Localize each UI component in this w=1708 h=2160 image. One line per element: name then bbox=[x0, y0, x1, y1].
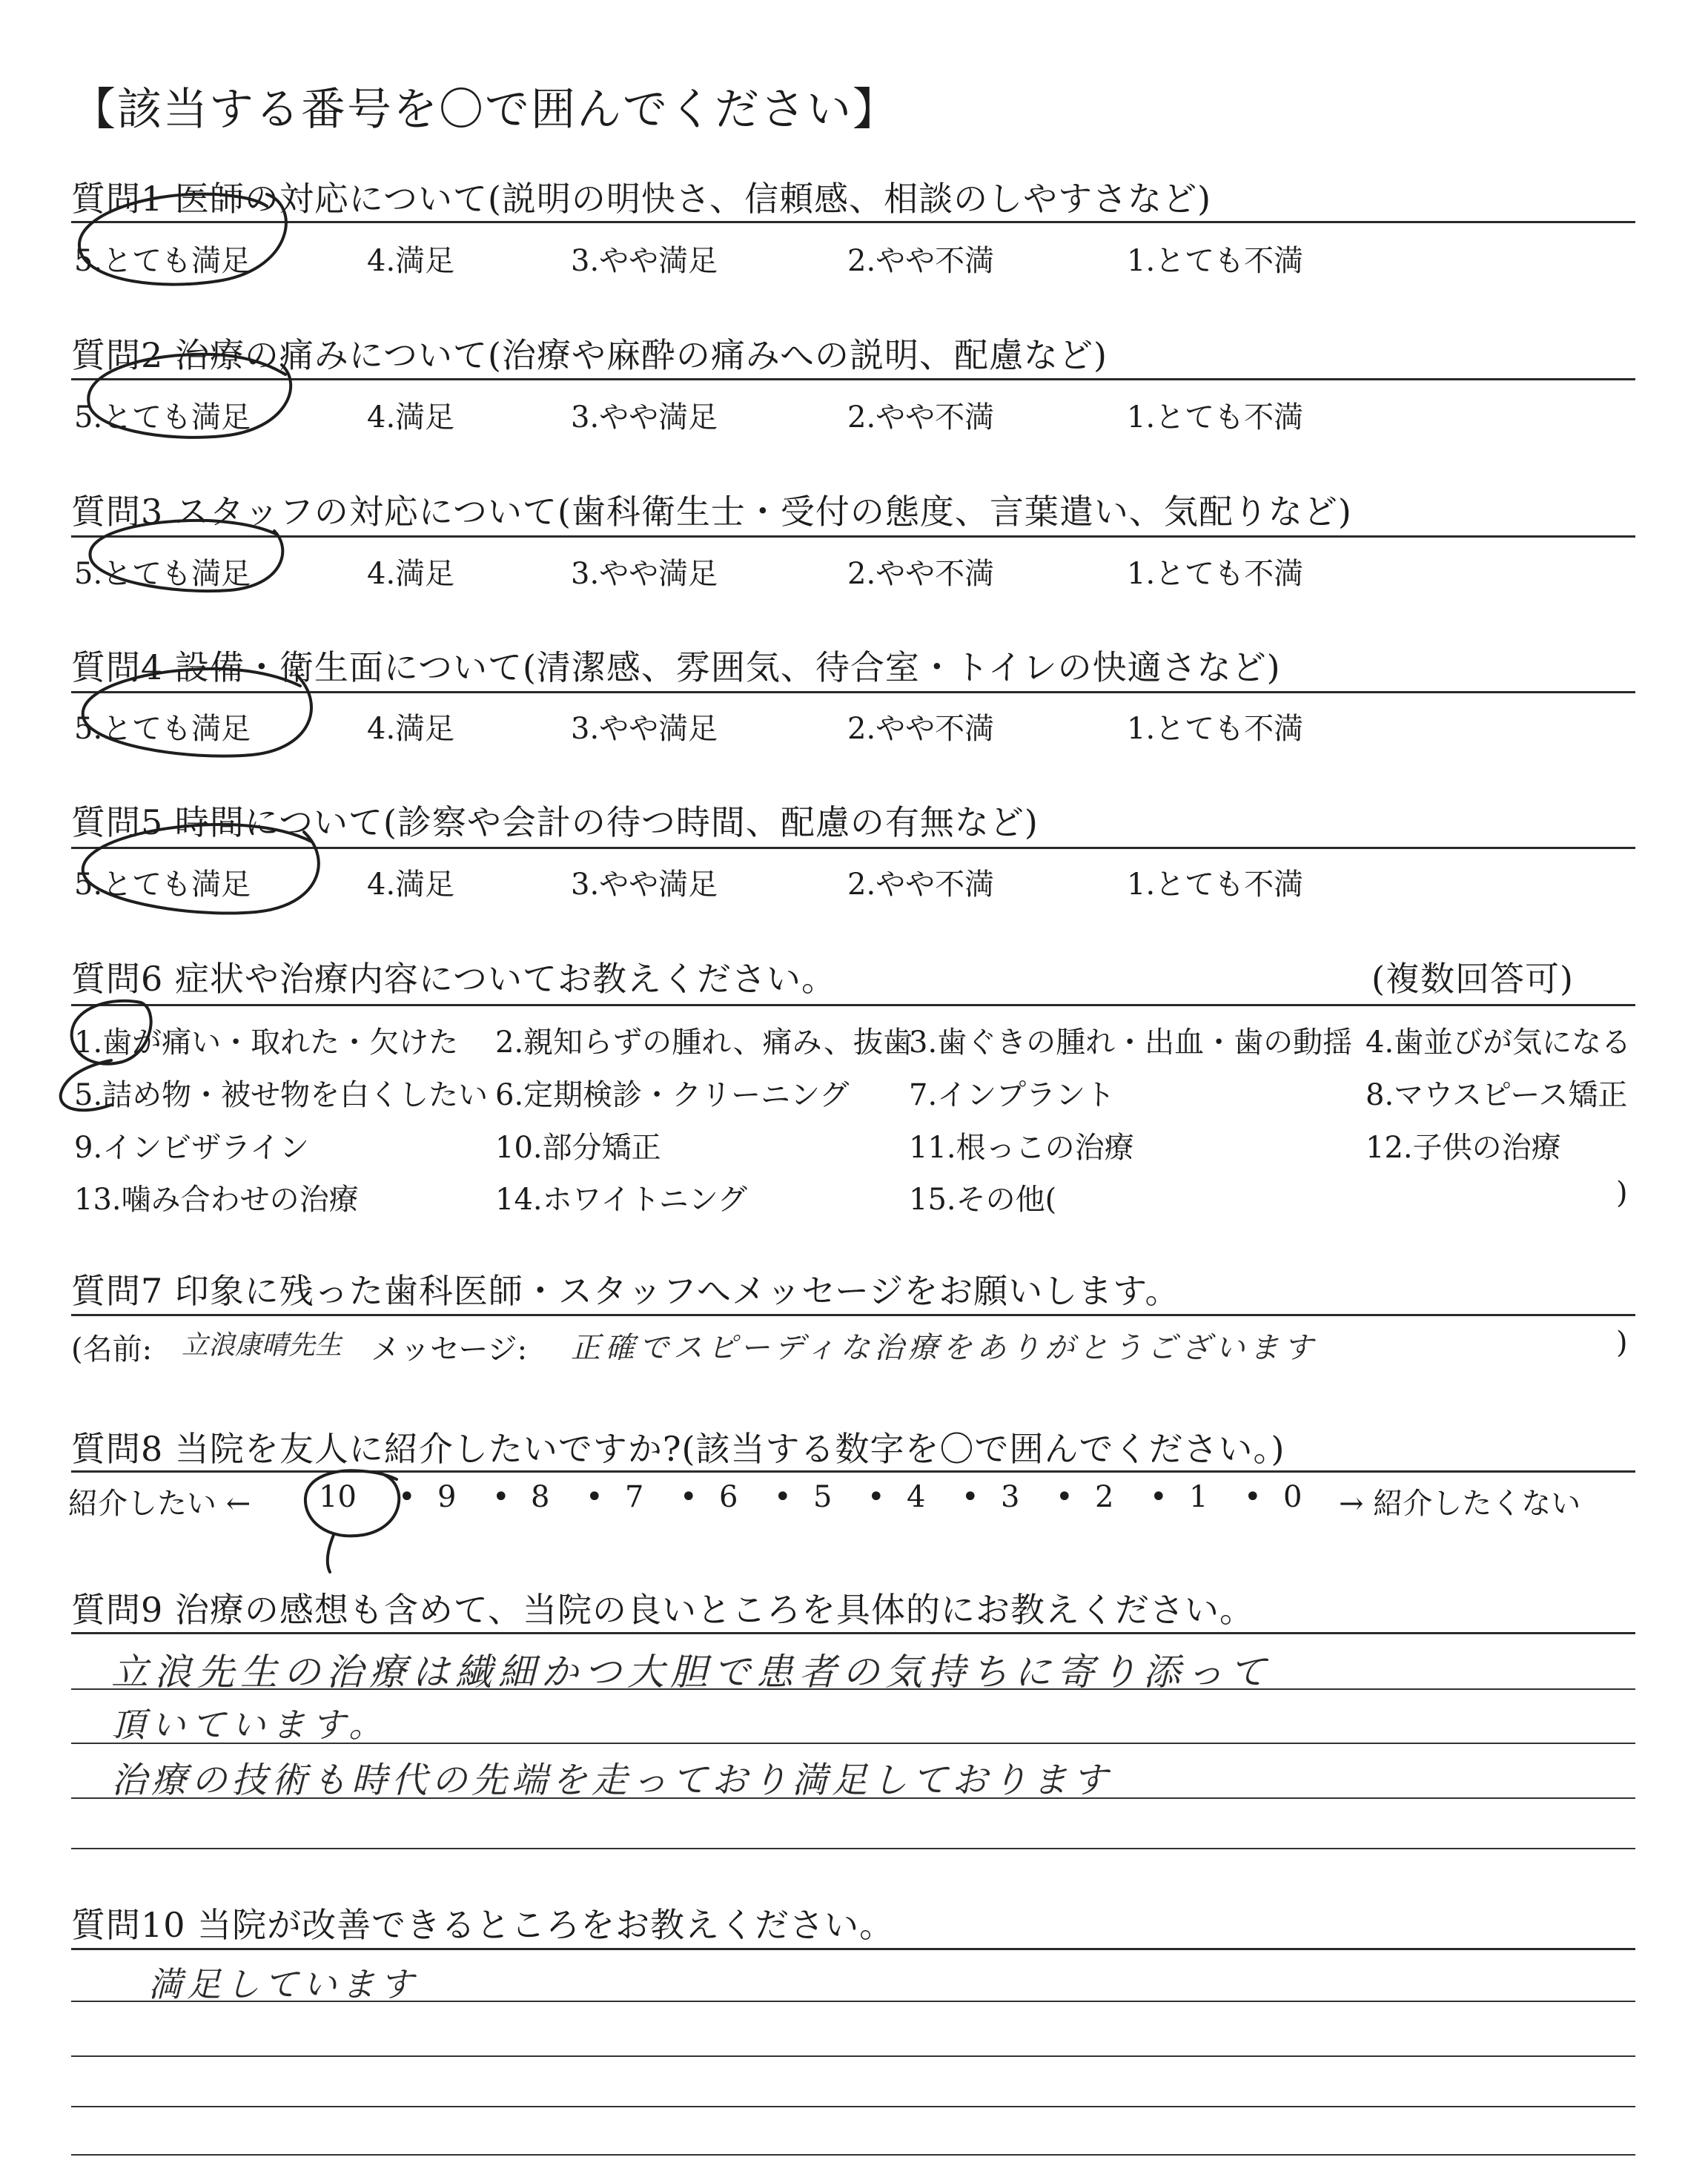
question-5-title: 質問5 時間について(診察や会計の待つ時間、配慮の有無など) bbox=[71, 802, 1039, 842]
q4-option-1[interactable]: 1.とても不満 bbox=[1127, 712, 1304, 746]
question-6-note: (複数回答可) bbox=[1371, 959, 1574, 999]
q8-dot: • bbox=[1056, 1480, 1073, 1514]
q8-score-3[interactable]: 3 bbox=[1001, 1480, 1020, 1514]
q6-option-8[interactable]: 8.マウスピース矯正 bbox=[1366, 1078, 1628, 1112]
q6-option-5[interactable]: 5.詰め物・被せ物を白くしたい bbox=[74, 1078, 489, 1112]
q8-left-label: 紹介したい ← bbox=[68, 1487, 251, 1521]
q4-option-4[interactable]: 4.満足 bbox=[367, 712, 455, 746]
q9-answer-line-2[interactable]: 頂いています。 bbox=[111, 1705, 389, 1745]
q9-answer-line-3[interactable]: 治療の技術も時代の先端を走っており満足しております bbox=[111, 1760, 1113, 1801]
q8-dot: • bbox=[867, 1480, 885, 1514]
q8-score-8[interactable]: 8 bbox=[531, 1480, 550, 1514]
q1-option-1[interactable]: 1.とても不満 bbox=[1127, 244, 1304, 278]
q9-line-4 bbox=[71, 1848, 1635, 1849]
q8-score-7[interactable]: 7 bbox=[625, 1480, 644, 1514]
question-9-rule bbox=[71, 1632, 1635, 1634]
q5-option-5[interactable]: 5.とても満足 bbox=[74, 868, 251, 902]
q10-line-2 bbox=[71, 2055, 1635, 2057]
q8-dot: • bbox=[961, 1480, 979, 1514]
q2-option-1[interactable]: 1.とても不満 bbox=[1127, 400, 1304, 435]
q8-score-6[interactable]: 6 bbox=[719, 1480, 738, 1514]
q8-score-10[interactable]: 10 bbox=[319, 1480, 357, 1514]
question-7-rule bbox=[71, 1314, 1635, 1316]
question-6-rule bbox=[71, 1004, 1635, 1006]
question-2-rule bbox=[71, 378, 1635, 380]
question-1-rule bbox=[71, 221, 1635, 223]
question-7-title: 質問7 印象に残った歯科医師・スタッフへメッセージをお願いします。 bbox=[71, 1271, 1180, 1311]
q10-line-3 bbox=[71, 2106, 1635, 2107]
q5-option-3[interactable]: 3.やや満足 bbox=[571, 868, 718, 902]
q8-dot: • bbox=[1150, 1480, 1168, 1514]
q10-line-4 bbox=[71, 2154, 1635, 2156]
question-9-title: 質問9 治療の感想も含めて、当院の良いところを具体的にお教えください。 bbox=[71, 1590, 1254, 1630]
q6-option-7[interactable]: 7.インプラント bbox=[909, 1078, 1116, 1112]
question-4-title: 質問4 設備・衛生面について(清潔感、雰囲気、待合室・トイレの快適さなど) bbox=[71, 647, 1281, 687]
q2-option-3[interactable]: 3.やや満足 bbox=[571, 400, 718, 435]
question-4-rule bbox=[71, 691, 1635, 693]
q2-option-2[interactable]: 2.やや不満 bbox=[847, 400, 995, 435]
q6-option-15[interactable]: 15.その他( bbox=[909, 1183, 1057, 1217]
q1-option-4[interactable]: 4.満足 bbox=[367, 244, 455, 278]
q4-option-3[interactable]: 3.やや満足 bbox=[571, 712, 718, 746]
q8-score-1[interactable]: 1 bbox=[1189, 1480, 1208, 1514]
q7-name-label: (名前: bbox=[71, 1332, 153, 1367]
question-6-title: 質問6 症状や治療内容についてお教えください。 bbox=[71, 959, 836, 999]
q5-option-1[interactable]: 1.とても不満 bbox=[1127, 868, 1304, 902]
q8-score-4[interactable]: 4 bbox=[907, 1480, 926, 1514]
q7-message-handwritten[interactable]: 正確でスピーディな治療をありがとうございます bbox=[571, 1331, 1318, 1365]
q7-name-handwritten[interactable]: 立浪康晴先生 bbox=[182, 1330, 342, 1361]
q8-dot: • bbox=[586, 1480, 603, 1514]
q3-option-3[interactable]: 3.やや満足 bbox=[571, 557, 718, 591]
q3-option-4[interactable]: 4.満足 bbox=[367, 557, 455, 591]
q2-option-5[interactable]: 5.とても満足 bbox=[74, 400, 251, 435]
question-5-rule bbox=[71, 847, 1635, 849]
survey-header: 【該当する番号を〇で囲んでください】 bbox=[71, 84, 898, 136]
q6-option-2[interactable]: 2.親知らずの腫れ、痛み、抜歯 bbox=[495, 1025, 913, 1060]
q8-dot: • bbox=[680, 1480, 698, 1514]
question-10-rule bbox=[71, 1948, 1635, 1950]
q6-option-10[interactable]: 10.部分矯正 bbox=[495, 1131, 661, 1165]
q7-message-label: メッセージ: bbox=[371, 1332, 528, 1367]
q4-option-5[interactable]: 5.とても満足 bbox=[74, 712, 251, 746]
q5-option-2[interactable]: 2.やや不満 bbox=[847, 868, 995, 902]
q3-option-5[interactable]: 5.とても満足 bbox=[74, 557, 251, 591]
q8-score-5[interactable]: 5 bbox=[813, 1480, 833, 1514]
q10-answer-line-1[interactable]: 満足しています bbox=[148, 1964, 418, 2004]
q8-dot: • bbox=[1244, 1480, 1262, 1514]
q8-dot: • bbox=[492, 1480, 510, 1514]
q8-score-0[interactable]: 0 bbox=[1283, 1480, 1302, 1514]
q1-option-3[interactable]: 3.やや満足 bbox=[571, 244, 718, 278]
q6-option-11[interactable]: 11.根っこの治療 bbox=[909, 1131, 1134, 1165]
q6-option-9[interactable]: 9.インビザライン bbox=[74, 1131, 309, 1165]
q7-close: ) bbox=[1616, 1326, 1628, 1360]
question-8-rule bbox=[71, 1470, 1635, 1473]
q1-option-2[interactable]: 2.やや不満 bbox=[847, 244, 995, 278]
q8-score-9[interactable]: 9 bbox=[437, 1480, 457, 1514]
question-8-title: 質問8 当院を友人に紹介したいですか?(該当する数字を〇で囲んでください。) bbox=[71, 1429, 1285, 1469]
q6-option-6[interactable]: 6.定期検診・クリーニング bbox=[495, 1078, 850, 1112]
q3-option-1[interactable]: 1.とても不満 bbox=[1127, 557, 1304, 591]
q8-score-2[interactable]: 2 bbox=[1095, 1480, 1114, 1514]
q3-option-2[interactable]: 2.やや不満 bbox=[847, 557, 995, 591]
question-1-title: 質問1 医師の対応について(説明の明快さ、信頼感、相談のしやすさなど) bbox=[71, 179, 1212, 219]
q8-dot: • bbox=[398, 1480, 416, 1514]
q6-option-15-close: ) bbox=[1616, 1176, 1628, 1210]
q4-option-2[interactable]: 2.やや不満 bbox=[847, 712, 995, 746]
q6-option-1[interactable]: 1.歯が痛い・取れた・欠けた bbox=[74, 1025, 459, 1060]
q6-option-4[interactable]: 4.歯並びが気になる bbox=[1366, 1025, 1632, 1060]
q8-right-label: → 紹介したくない bbox=[1339, 1487, 1581, 1521]
question-3-rule bbox=[71, 535, 1635, 538]
q6-option-14[interactable]: 14.ホワイトニング bbox=[495, 1183, 748, 1217]
q6-option-3[interactable]: 3.歯ぐきの腫れ・出血・歯の動揺 bbox=[909, 1025, 1353, 1060]
q2-option-4[interactable]: 4.満足 bbox=[367, 400, 455, 435]
question-2-title: 質問2 治療の痛みについて(治療や麻酔の痛みへの説明、配慮など) bbox=[71, 335, 1108, 375]
q6-option-12[interactable]: 12.子供の治療 bbox=[1366, 1131, 1561, 1165]
q1-option-5[interactable]: 5.とても満足 bbox=[74, 244, 251, 278]
question-3-title: 質問3 スタッフの対応について(歯科衛生士・受付の態度、言葉遣い、気配りなど) bbox=[71, 492, 1352, 532]
q6-option-13[interactable]: 13.噛み合わせの治療 bbox=[74, 1183, 359, 1217]
q5-option-4[interactable]: 4.満足 bbox=[367, 868, 455, 902]
q8-dot: • bbox=[774, 1480, 792, 1514]
question-10-title: 質問10 当院が改善できるところをお教えください。 bbox=[71, 1905, 895, 1945]
q9-answer-line-1[interactable]: 立浪先生の治療は繊細かつ大胆で患者の気持ちに寄り添って bbox=[111, 1651, 1272, 1694]
